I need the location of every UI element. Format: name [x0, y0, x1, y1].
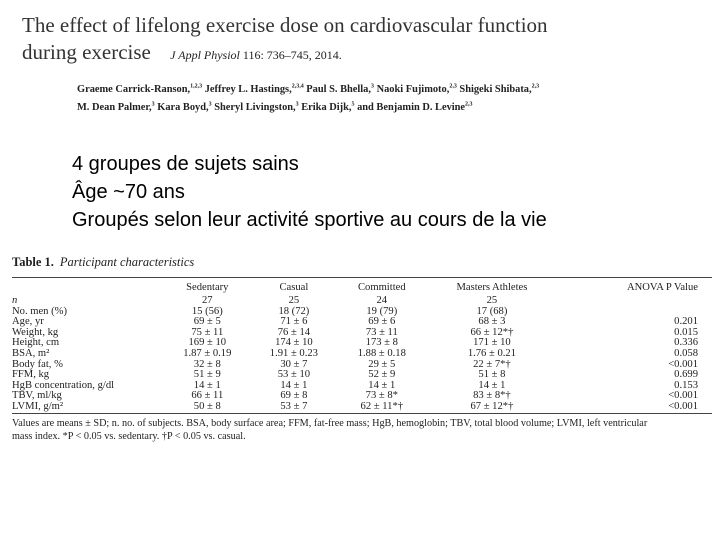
author-affiliation: 2,3 [465, 101, 473, 108]
author-list [77, 80, 717, 115]
summary-line-3: Groupés selon leur activité sportive au cours de la vie [72, 209, 547, 231]
participant-table-block [12, 255, 712, 443]
table-cell: 69 ± 5 [193, 316, 221, 328]
paper-title [22, 12, 702, 69]
table-cell: 14 ± 1 [478, 379, 506, 391]
table-row [12, 307, 712, 318]
table-cell: 71 ± 6 [280, 316, 308, 328]
column-header: Committed [357, 281, 406, 293]
table-cell: 75 ± 11 [191, 326, 224, 338]
author [77, 84, 202, 95]
table-cell: 1.87 ± 0.19 [183, 347, 232, 359]
table-name: Participant characteristics [59, 255, 195, 269]
participant-table [12, 278, 712, 413]
table-cell: 25 [288, 295, 300, 306]
table-cell: 0.699 [674, 369, 698, 381]
table-cell: 66 ± 12*† [470, 326, 514, 338]
table-cell: 67 ± 12*† [470, 400, 514, 412]
row-label: Height, cm [12, 337, 60, 349]
table-cell: 51 ± 9 [193, 369, 221, 381]
row-label: Age, yr [12, 316, 44, 328]
column-header: Casual [279, 281, 309, 293]
table-cell [557, 296, 712, 307]
author-name: Shigeki Shibata, [456, 84, 532, 96]
table-cell: 22 ± 7*† [473, 358, 511, 370]
table-body [12, 296, 712, 413]
author [457, 84, 539, 95]
row-label: HgB concentration, g/dl [12, 379, 115, 391]
table-cell: 30 ± 7 [280, 358, 308, 370]
table-cell: 173 ± 8 [365, 337, 398, 349]
table-cell: 51 ± 8 [478, 369, 506, 381]
author [77, 102, 155, 113]
table-notes-line-2: mass index. *P < 0.05 vs. sedentary. †P < 0.05 vs. casual. [12, 430, 246, 442]
table-cell: 73 ± 11 [365, 326, 398, 338]
author-affiliation: 5 [351, 101, 355, 108]
table-cell: 73 ± 8* [365, 390, 398, 402]
table-row [12, 328, 712, 339]
table-cell: 76 ± 14 [277, 326, 311, 338]
author-name: and Benjamin D. Levine [354, 101, 466, 113]
table-cell: 0.015 [674, 326, 698, 338]
table-notes [12, 417, 712, 443]
column-header: ANOVA P Value [626, 281, 698, 293]
table-row [12, 317, 712, 328]
row-label: LVMI, g/m² [12, 400, 64, 412]
table-cell: <0.001 [668, 390, 698, 402]
table-cell: 52 ± 9 [368, 369, 396, 381]
table-header-row [12, 278, 712, 296]
author-name: Kara Boyd, [154, 101, 209, 113]
citation-details: 116: 736–745, 2014. [242, 48, 342, 62]
row-label: TBV, ml/kg [12, 390, 62, 402]
table-row [12, 402, 712, 413]
author-affiliation: 3 [208, 101, 212, 108]
table-cell: 0.153 [674, 379, 698, 391]
table-row [12, 370, 712, 381]
row-label: FFM, kg [12, 369, 50, 381]
table-cell: 17 (68) [476, 305, 508, 317]
table-cell: 62 ± 11*† [360, 400, 404, 412]
author-affiliation: 2,3 [531, 84, 540, 90]
table-cell: 25 [486, 295, 498, 306]
table-cell: 50 ± 8 [193, 400, 221, 412]
table-cell: 69 ± 6 [368, 316, 396, 328]
table-cell: 83 ± 8*† [473, 390, 511, 402]
table-bottom-rule [12, 413, 712, 414]
table-row [12, 381, 712, 392]
table-cell: 53 ± 7 [280, 400, 308, 412]
column-header [12, 278, 164, 296]
table-notes-line-1: Values are means ± SD; n. no. of subjects. BSA, body surface area; FFM, fat-free mass; HgB, hemoglobin; TBV, total blood volume; LVMI, left ventricular [12, 417, 648, 429]
table-cell: 53 ± 10 [277, 369, 311, 381]
author [304, 84, 374, 95]
author [354, 102, 472, 113]
table-row [12, 296, 712, 307]
table-cell: 27 [202, 295, 213, 306]
column-header: Sedentary [186, 281, 229, 293]
author-affiliation: 3 [370, 84, 374, 90]
author [155, 102, 212, 113]
table-cell: 14 ± 1 [280, 379, 308, 391]
table-cell: 1.91 ± 0.23 [269, 347, 318, 359]
table-cell: 19 (79) [366, 305, 398, 317]
author-name: Graeme Carrick-Ranson, [77, 84, 191, 96]
author-name: Jeffrey L. Hastings, [202, 84, 292, 96]
author-name: M. Dean Palmer, [77, 101, 152, 113]
author [299, 102, 355, 113]
table-cell: 174 ± 10 [275, 337, 313, 349]
author-affiliation: 2,3 [449, 84, 457, 90]
table-cell: 69 ± 8 [280, 390, 308, 402]
table-cell: <0.001 [668, 400, 698, 412]
summary-line-1: 4 groupes de sujets sains [72, 153, 299, 175]
author-name: Sheryl Livingston, [211, 101, 296, 113]
table-cell: <0.001 [668, 358, 698, 370]
citation [170, 48, 342, 62]
table-cell: 24 [376, 295, 388, 306]
table-cell: 29 ± 5 [368, 358, 396, 370]
table-cell: 0.058 [674, 347, 698, 359]
table-row [12, 360, 712, 371]
author-name: Naoki Fujimoto, [373, 84, 450, 96]
table-cell: 68 ± 3 [478, 316, 506, 328]
author-affiliation: 3 [295, 101, 299, 108]
table-caption [12, 255, 712, 277]
slide-summary [72, 150, 547, 234]
row-label: BSA, m² [12, 347, 50, 359]
table-number: Table 1. [12, 255, 54, 269]
author-affiliation: 3 [151, 101, 155, 108]
table-cell: 14 ± 1 [368, 379, 396, 391]
table-cell: 32 ± 8 [193, 358, 221, 370]
author-name: Paul S. Bhella, [303, 84, 371, 96]
table-cell: 66 ± 11 [191, 390, 224, 402]
table-cell: 1.88 ± 0.18 [357, 347, 406, 359]
row-label: No. men (%) [12, 305, 68, 317]
title-line-1: The effect of lifelong exercise dose on cardiovascular function [22, 13, 548, 37]
table-cell: 169 ± 10 [188, 337, 227, 349]
author-affiliation: 2,3,4 [291, 84, 304, 90]
table-row [12, 349, 712, 360]
author [212, 102, 299, 113]
row-label: Body fat, % [12, 358, 63, 370]
author [374, 84, 457, 95]
summary-line-2: Âge ~70 ans [72, 181, 185, 203]
title-line-2-text: during exercise [22, 40, 151, 64]
table-cell: 15 (56) [191, 305, 223, 317]
table-cell: 14 ± 1 [193, 379, 221, 391]
journal-name: J Appl Physiol [170, 48, 240, 62]
row-label: n [12, 295, 18, 306]
column-header: Masters Athletes [456, 281, 528, 293]
table-cell: 0.201 [674, 316, 698, 328]
table-cell: 171 ± 10 [473, 337, 511, 349]
row-label: Weight, kg [12, 326, 59, 338]
author-name: Erika Dijk, [298, 101, 352, 113]
table-cell: 1.76 ± 0.21 [467, 347, 517, 359]
author-affiliation: 1,2,3 [190, 84, 203, 90]
table-cell: 0.336 [674, 337, 698, 349]
title-line-2 [22, 39, 702, 69]
author [202, 84, 304, 95]
table-cell: 18 (72) [278, 305, 310, 317]
